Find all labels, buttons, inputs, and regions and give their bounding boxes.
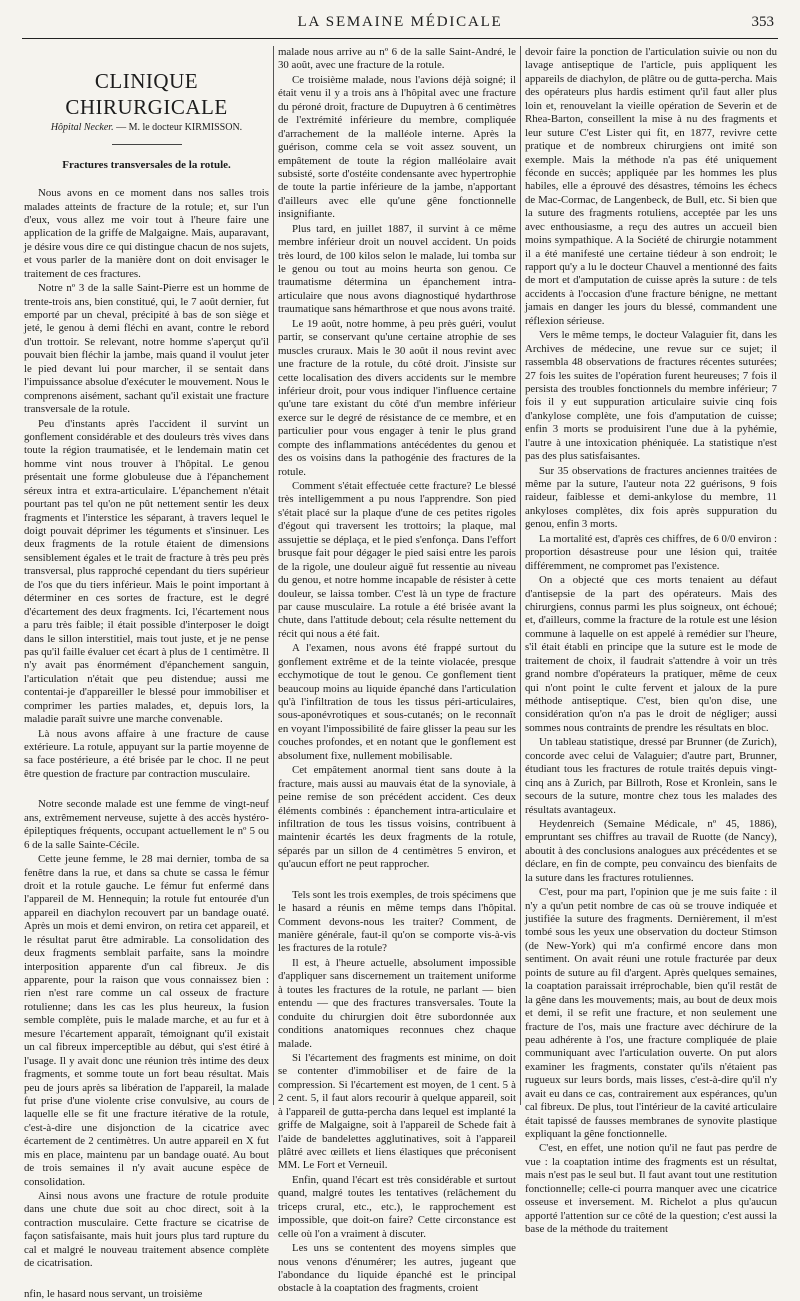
column-3	[525, 46, 777, 1236]
paragraph: Là nous avons affaire à une fracture de cause extérieure. La rotule, appuyant sur la partie moyenne de sa face postérieure, a été brisée par le choc. Il ne peut être question de fracture par contraction musculaire.	[24, 727, 269, 780]
paragraph-gap	[24, 782, 269, 798]
page-header	[22, 8, 778, 39]
paragraph: Un tableau statistique, dressé par Brunner (de Zurich), concorde avec celui de Valaguier; d'autre part, Brunner, étudiant tous les fractures de rotule traités depuis vingt-cinq ans à Zurich, par Billroth, Rose et Kronlein, sans le secours de la suture, montre chez tous les malades des résultats avantageux.	[525, 736, 777, 816]
paragraph: Enfin, quand l'écart est très considérable et surtout quand, malgré toutes les tentatives (relâchement du triceps crural, etc., etc.), le rapprochement est impossible, que doit-on faire? Cette circonstance est celle où l'on a vraiment à discuter.	[278, 1173, 516, 1240]
paragraph: Nous avons en ce moment dans nos salles trois malades atteints de fracture de la rotule; et, sur l'un d'eux, vous allez me voir tout à l'heure faire une application de la griffe de Malgaigne. Mais, auparavant, je désire vous dire ce qui distingue chacun de nos sujets, et vous parler de la manière dont on doit envisager le traitement de ces fractures.	[24, 187, 269, 280]
paragraph: C'est, en effet, une notion qu'il ne faut pas perdre de vue : la coaptation intime des fragments est un résultat, mais n'est pas le seul but. Il faut avant tout une restitution fonctionnelle; celle-ci pourra manquer avec une cicatrice osseuse et inversement. M. Richelot a plus qu'aucun apporté l'attention sur ce côté de la question; c'est aussi la base de la méthode du traitement	[525, 1142, 777, 1236]
paragraph: Heydenreich (Semaine Médicale, nº 45, 1886), empruntant ses chiffres au travail de Ruotte (de Nancy), aboutit à des conclusions analogues aux précédentes et se déclare, en fin de compte, peu convaincu des bienfaits de la suture dans les fractures rotuliennes.	[525, 817, 777, 884]
paragraph: Cette jeune femme, le 28 mai dernier, tomba de sa fenêtre dans la rue, et dans sa chute se cassa le fémur droit et la rotule gauche. Le fémur fut enfermé dans l'appareil de M. Hennequin; la rotule fut entourée d'un appareil en diachylon recouvert par un bandage ouaté. Après un mois et demi environ, on retira cet appareil, et le résultat parut être admirable. La consolidation des deux fragments semblait parfaite, sans la moindre interposition apparente d'un cal fibreux. Je dis apparente, pour la raison que vous connaissez bien : rien n'est rare comme un cal osseux de fracture rotulienne; dans les cas les plus heureux, la fusion semble complète, puis le malade marche, et au fur et à mesure l'écartement apparaît, témoignant qu'il existait un cal fibreux imperceptible au début, qui s'est étiré à l'usage. Il y avait donc une réunion très intime des deux fragments, et somme toute un fort beau résultat. Mais peu de jours après sa libération de l'appareil, la malade fut prise d'une violente crise convulsive, au cours de laquelle elle se fit une fracture itérative de la rotule, c'est-à-dire une disjonction de la cicatrice avec écartement de 2 centimètres. Un autre appareil en X fut mis en place, maintenu par un bandage ouaté. Au bout de trois semaines il n'y avait aucune espèce de consolidation.	[24, 853, 269, 1188]
section-title: CLINIQUE CHIRURGICALE	[65, 69, 228, 120]
page-number: 353	[751, 14, 774, 30]
column-2	[278, 46, 516, 1295]
paragraph-gap	[24, 1272, 269, 1288]
paragraph: Les uns se contentent des moyens simples que nous venons d'énumérer; les autres, jugeant que l'abondance du liquide épanché est le principal obstacle à la coaptation des fragments, croient	[278, 1242, 516, 1295]
paragraph: Sur 35 observations de fractures anciennes traitées de même par la suture, l'auteur nota 22 guérisons, 9 fois raideur, faiblesse et demi-ankylose du membre, 11 ankyloses complètes, dix fois après suppuration du genou, enfin 3 morts.	[525, 464, 777, 531]
article-subtitle: Fractures transversales de la rotule.	[62, 159, 231, 172]
paragraph: Ainsi nous avons une fracture de rotule produite dans une chute due soit au choc direct, soit à la contraction musculaire. Cette fracture se cicatrise de façon satisfaisante, mais huit jours plus tard rupture du cal et malgré le nouveau traitement absence complète de cicatrisation.	[24, 1190, 269, 1270]
paragraph: On a objecté que ces morts tenaient au défaut d'antisepsie de la part des opérateurs. Mais des chirurgiens, connus parmi les plus soigneux, ont échoué; et, d'ailleurs, comme la fracture de la rotule est une lésion commune à laquelle on est appelé à remédier sur l'heure, s'il était établi en principe que la suture est le mode de traitement de choix, il faudrait s'attendre à voir un très grand nombre d'opérateurs la pratiquer, même de ceux qui n'ont point le culte fervent et jaloux de la pure méthode antiseptique. C'est, bien qu'on dise, une considération qu'on n'a pas le droit de négliger; aussi sommes nous contraints de prendre les résultats en bloc.	[525, 574, 777, 734]
paragraph: Notre seconde malade est une femme de vingt-neuf ans, extrêmement nerveuse, sujette à des accès hystéro-épileptiques fréquents, occupant actuellement le nº 5 ou 6 de la salle Sainte-Cécile.	[24, 798, 269, 851]
title-rule	[112, 144, 182, 145]
paragraph: nfin, le hasard nous servant, un troisième	[24, 1287, 203, 1300]
paragraph: Vers le même temps, le docteur Valaguier fit, dans les Archives de médecine, une revue sur ce sujet; il rassembla 48 observations de fractures récentes suturées; 27 fois les suites de l'opération furent heureuses; 7 fois il persista des troubles fonctionnels du membre inférieur; 7 fois il y eut suppuration articulaire suivie cinq fois d'ankylose complète, une fois d'amputation de cuisse; enfin 3 morts se produisirent l'une due à la pyhémie, l'autre à une intoxication phéniquée. La statistique n'est pas des plus satisfaisantes.	[525, 329, 777, 463]
paragraph: Il est, à l'heure actuelle, absolument impossible d'appliquer sans discernement un traitement uniforme à toutes les fractures de la rotule, ne parlant — bien entendu — que des fractures transversales. Toute la conduite du chirurgien doit être subordonnée aux conditions anatomiques reconnues chez chaque malade.	[278, 956, 516, 1050]
paragraph: A l'examen, nous avons été frappé surtout du gonflement extrême et de la teinte violacée, presque ecchymotique de tout le genou. Ce gonflement tient beaucoup moins au liquide épanché dans l'articulation qu'à l'infiltration de tous les tissus péri-articulaires, sous-aponévrotiques et sous-cutanés; on le reconnaît en voyant l'impossibilité de faire glisser la peau sur les couches profondes, et en notant que le gonflement est absolument fixe, nullement mobilisable.	[278, 642, 516, 762]
paragraph: Peu d'instants après l'accident il survint un gonflement considérable et des douleurs très vives dans toute la région traumatisée, et le lendemain matin cet homme vint nous trouver à l'hôpital. Le genou présentait une forme globuleuse due à l'épanchement séreux intra et extra-articulaire. L'épanchement n'était pourtant pas tel qu'on ne pût nettement sentir les deux fragments et l'interstice les séparant, à travers lequel le doigt pouvait déprimer les téguments et s'insinuer. Les deux fragments de la rotule étaient de dimensions sensiblement égales et le trait de fracture à très peu près transversal, plus rapproché cependant du tiers supérieur de l'os que du tiers inférieur. Mais le point important à déterminer en ces sortes de fracture, est le degré d'écartement des deux fragments. Ici, l'écartement nous a paru très faible; il était possible d'interposer le doigt dans le sillon interstitiel, mais tout juste, et je ne pense pas qu'il faille évaluer cet écart à plus de 1 centimètre. Il n'y avait pas énormément d'épanchement sanguin, l'articulation n'était que peu distendue; aussi me contentai-je d'appareiller le blessé pour immobiliser et comprimer les parties malades, et, depuis lors, la maladie paraît suivre une marche convenable.	[24, 417, 269, 726]
paragraph: Plus tard, en juillet 1887, il survint à ce même membre inférieur droit un nouvel accident. Un poids très lourd, de 100 kilos selon le malade, lui tomba sur le genou ou tout au moins heurta son genou. Ce traumatisme détermina un épanchement intra-articulaire que nous avons diagnostiqué hydarthrose traumatique sans hémarthrose et que nous avons traité.	[278, 222, 516, 316]
hospital-name: Hôpital Necker.	[50, 122, 114, 134]
paragraph: La mortalité est, d'après ces chiffres, de 6 0/0 environ : proportion désastreuse pour une lésion qui, traitée différemment, ne compromet pas l'existence.	[525, 532, 777, 572]
paragraph: Le 19 août, notre homme, à peu près guéri, voulut partir, se conservant qu'une certaine atrophie de ses muscles cruraux. Mais le 30 août il nous revint avec une fracture de la rotule, du côté droit. J'insiste sur cette localisation des divers accidents sur le membre inférieur droit, pour vous indiquer l'influence certaine qu'une tare existant du côté d'un membre inférieur exerce sur le degré de résistance de ce membre, et en particulier pour vous engager à tenir le plus grand compte des inflammations antécédentes du genou et des os voisins dans la pathogénie des fractures de la rotule.	[278, 317, 516, 478]
paragraph: Si l'écartement des fragments est minime, on doit se contenter d'immobiliser et de faire de la compression. Si l'écartement est moyen, de 1 cent. 5 à 2 cent. 5, il faut alors recourir à quelque appareil, soit à l'appareil de gutta-percha dans lequel est implanté la griffe de Malgaigne, soit à l'appareil de Schede fait à l'aide de bandelettes agglutinatives, soit à l'appareil plâtré avec œillets et liens élastiques que préconisent MM. Le Fort et Verneuil.	[278, 1051, 516, 1172]
journal-title: LA SEMAINE MÉDICALE	[297, 14, 503, 30]
column-divider	[273, 46, 274, 1105]
column-1	[24, 46, 269, 1300]
paragraph: Ce troisième malade, nous l'avions déjà soigné; il était venu il y a trois ans à l'hôpital avec une fracture du péroné droit, fracture de Dupuytren à 6 centimètres de l'extrémité inférieure du membre, compliquée d'arrachement de la malléole interne. Après la guérison, comme cela se voit assez souvent, un empâtement de toute la région malléolaire avait subsisté, sorte d'ostéite condensante avec hypertrophie de toute la partie inférieure de la jambe, n'apportant d'ailleurs avec elle qu'une gêne fonctionnelle insignifiante.	[278, 73, 516, 221]
paragraph: malade nous arrive au nº 6 de la salle Saint-André, le 30 août, avec une fracture de la rotule.	[278, 46, 516, 72]
column-divider	[520, 46, 521, 1105]
paragraph: C'est, pour ma part, l'opinion que je me suis faite : il n'y a qu'un petit nombre de cas où se trouve indiquée et justifiée la suture des fragments. Dernièrement, il m'est tombé sous les yeux une observation du docteur Stimson (de New-York) qui m'a confirmé encore dans mon sentiment. On avait réuni une rotule fracturée par deux points de suture au fil d'argent. Après quelques semaines, la coaptation paraissait irréprochable, bien qu'il restât de la gêne dans les mouvements; mais, au bout de deux mois et demi, il se refit une fracture, et non seulement une fracture de l'os, mais une fracture avec déchirure de la peau adhérente à l'os, une fracture compliquée de plaie communiquant avec l'articulation ouverte. On put alors examiner les fragments, constater qu'ils n'étaient pas rugueux sur leurs bords, mais lisses, c'est-à-dire qu'il n'y avait eu dans ce cas, contrairement aux espérances, qu'un cal fibreux. De plus, tout l'intérieur de la cavité articulaire était tapissé de fausses membranes de synovite plastique expliquant la gêne fonctionnelle.	[525, 886, 777, 1140]
paragraph-gap	[278, 873, 516, 889]
paragraph: devoir faire la ponction de l'articulation suivie ou non du lavage antiseptique de l'article, puis appliquent les appareils de diachylon, de plâtre ou de gutta-percha. Mais des opérateurs plus hardis estiment qu'il faut aller plus loin et, renouvelant la vieille opération de Severin et de Rhea-Barton, conseillent la mise à nu des fragments et leur suture C'est Lister qui fit, en 1877, revivre cette pratique et de nombreux chirurgiens ont imité son exemple. Mais la méthode n'a pas été uniquement féconde en succès; appliquée par les hommes les plus habiles, elle a éprouvé des désastres, témoins les échecs de Mac-Cormac, de Langenbeck, de Bull, etc. Si bien que la suture des fragments rotuliens, acceptée par les uns avec enthousiasme, a reçu des autres un accueil bien moins sympathique. A la Société de chirurgie notamment il a été manifesté une certaine tiédeur à son endroit; le rapport qu'y a lu le docteur Chauvel a mentionné des faits de mort et d'amputation de cuisse après la suture : de tels accidents à l'occasion d'une fracture bénigne, ne mettant jamais en danger les jours du blessé, commandent une réflexion sérieuse.	[525, 46, 777, 327]
paragraph: Notre nº 3 de la salle Saint-Pierre est un homme de trente-trois ans, bien constitué, qui, le 7 août dernier, fut emporté par un cheval, précipité à bas de son siège et jeté, le genou à demi fléchi en avant, contre le rebord d'un trottoir. Se relevant, notre homme s'aperçut qu'il pouvait bien fléchir la jambe, mais quand il voulut jeter le pied devant lui pour marcher, il se sentait dans l'impuissance absolue d'exécuter le mouvement. Nous le comprenons aisément, sachant qu'il existait une fracture transversale de la rotule.	[24, 282, 269, 416]
doctor-name: — M. le docteur KIRMISSON.	[116, 122, 243, 134]
paragraph: Tels sont les trois exemples, de trois spécimens que le hasard a réunis en même temps dans l'hôpital. Comment devons-nous les traiter? Comment, de manière générale, faut-il qu'on se comporte vis-à-vis les fractures de la rotule?	[278, 888, 516, 955]
paragraph: Comment s'était effectuée cette fracture? Le blessé très intelligemment a pu nous l'apprendre. Son pied s'était placé sur la plaque d'une de ces petites rigoles d'égout qui traversent les trottoirs; la plaque, mal assujettie se déplaça, et le pied s'enfonça. Dans l'effort brusque fait pour dégager le pied saisi entre les parois de la rigole, une douleur aiguë fut ressentie au niveau du genou, et notre homme incapable de résister à cette douleur, se laissa tomber. C'est là un type de fracture par cause musculaire. La rotule a été brisée avant la chute, dans l'attitude debout; cela résulte nettement du récit qui nous a été fait.	[278, 480, 516, 640]
byline	[24, 122, 269, 134]
paragraph: Cet empâtement anormal tient sans doute à la fracture, mais aussi au mauvais état de la synoviale, à peine remise de son précédent accident. Ces deux éléments combinés : épanchement intra-articulaire et infiltration de tous les tissus voisins, contribuent à maintenir écartés les deux fragments de la rotule, séparés par un sillon de 4 centimètres 5 environ, et qu'aucun effort ne peut rapprocher.	[278, 764, 516, 871]
